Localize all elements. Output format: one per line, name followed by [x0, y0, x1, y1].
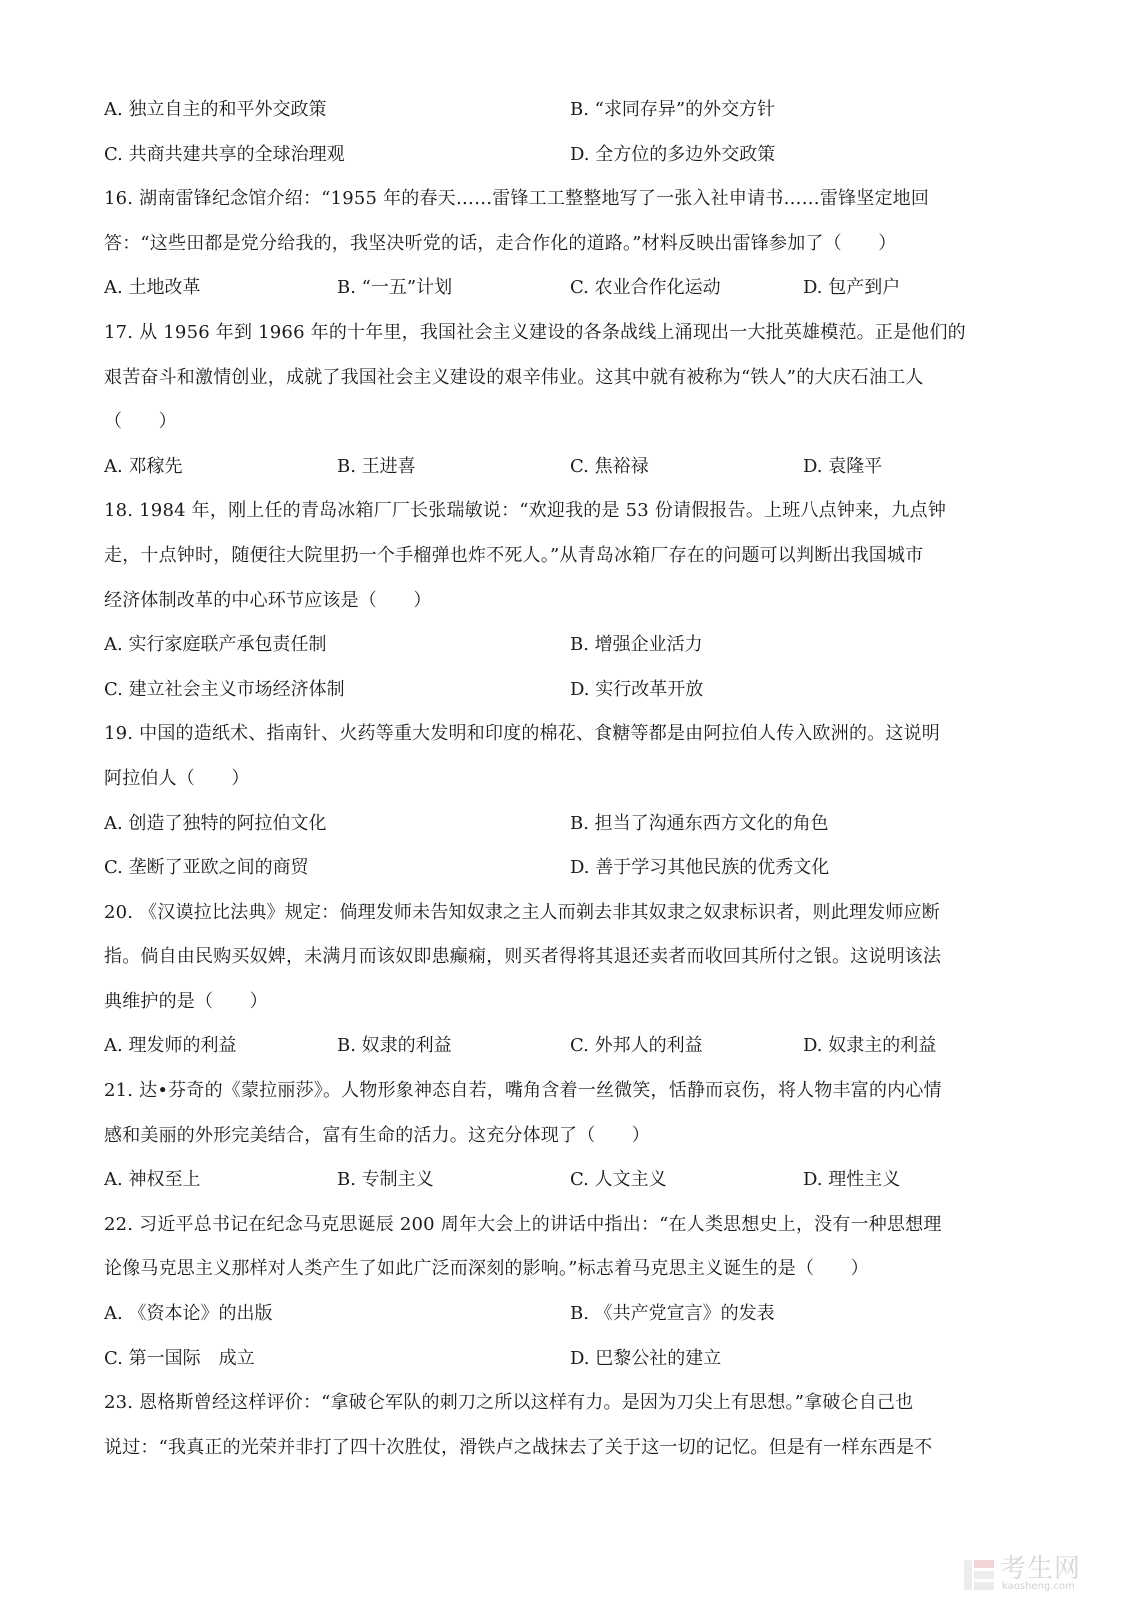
- q16-stem-line-1: 16. 湖南雷锋纪念馆介绍：“1955 年的春天……雷锋工工整整地写了一张入社申请书……雷锋坚定地回: [104, 188, 930, 210]
- q16-option-b: B. “一五”计划: [337, 277, 453, 299]
- q20-stem-line-2: 指。倘自由民购买奴婢，未满月而该奴即患癫痫，则买者得将其退还卖者而收回其所付之银。这说明该法: [104, 946, 942, 968]
- q17-stem-line-3: （ ）: [104, 411, 177, 433]
- q22-option-a: A. 《资本论》的出版: [104, 1303, 273, 1325]
- q19-option-a: A. 创造了独特的阿拉伯文化: [104, 812, 327, 834]
- q22-option-d: D. 巴黎公社的建立: [570, 1347, 722, 1369]
- q20-option-b: B. 奴隶的利益: [337, 1035, 452, 1057]
- watermark-subtext: kaosheng.com: [1002, 1581, 1075, 1592]
- q19-options-row-2: [104, 846, 1034, 891]
- q17-options: [104, 445, 1034, 490]
- q18-option-b: B. 增强企业活力: [570, 634, 703, 656]
- watermark-text: 考生网: [1000, 1554, 1082, 1584]
- q20-option-c: C. 外邦人的利益: [570, 1035, 703, 1057]
- q21-stem-line-1: 21. 达•芬奇的《蒙拉丽莎》。人物形象神态自若，嘴角含着一丝微笑，恬静而哀伤，将人物丰富的内心情: [104, 1080, 942, 1102]
- q19-option-d: D. 善于学习其他民族的优秀文化: [570, 857, 830, 879]
- q22-options-row-2: [104, 1337, 1034, 1382]
- q18-stem-line-3: 经济体制改革的中心环节应该是（ ）: [104, 589, 432, 611]
- q16-options: [104, 266, 1034, 311]
- q20-stem-line-1: 20. 《汉谟拉比法典》规定：倘理发师未告知奴隶之主人而剃去非其奴隶之奴隶标识者，则此理发师应断: [104, 901, 940, 923]
- q22-option-c: C. 第一国际 成立: [104, 1347, 255, 1369]
- q18-option-d: D. 实行改革开放: [570, 678, 704, 700]
- q20-stem-line-3: 典维护的是（ ）: [104, 990, 268, 1012]
- q18-stem-line-1: 18. 1984 年，刚上任的青岛冰箱厂厂长张瑞敏说：“欢迎我的是 53 份请假报告。上班八点钟来，九点钟: [104, 500, 947, 522]
- q18-option-c: C. 建立社会主义市场经济体制: [104, 678, 345, 700]
- q17-option-a: A. 邓稼先: [104, 455, 183, 477]
- q15-option-a: A. 独立自主的和平外交政策: [104, 99, 327, 120]
- q15-option-d: D. 全方位的多边外交政策: [570, 143, 776, 165]
- q17-option-b: B. 王进喜: [337, 455, 416, 477]
- q19-options-row-1: [104, 802, 1034, 847]
- exam-page: [104, 88, 1034, 1470]
- q22-stem-line-2: 论像马克思主义那样对人类产生了如此广泛而深刻的影响。”标志着马克思主义诞生的是（ ）: [104, 1258, 869, 1280]
- q22-stem-line-1: 22. 习近平总书记在纪念马克思诞辰 200 周年大会上的讲话中指出：“在人类思想史上，没有一种思想理: [104, 1213, 942, 1235]
- q15-option-b: B. “求同存异”的外交方针: [570, 99, 776, 120]
- q18-options-row-2: [104, 668, 1034, 713]
- q15-options-row-2: [104, 133, 1034, 178]
- q19-option-b: B. 担当了沟通东西方文化的角色: [570, 812, 829, 834]
- q18-option-a: A. 实行家庭联产承包责任制: [104, 634, 327, 656]
- q23-stem-line-2: 说过：“我真正的光荣并非打了四十次胜仗，滑铁卢之战抹去了关于这一切的记忆。但是有一样东西是不: [104, 1436, 933, 1458]
- q20-options: [104, 1024, 1034, 1069]
- q19-stem-line-1: 19. 中国的造纸术、指南针、火药等重大发明和印度的棉花、食糖等都是由阿拉伯人传入欧洲的。这说明: [104, 723, 940, 745]
- q16-option-c: C. 农业合作化运动: [570, 277, 721, 299]
- q18-stem-line-2: 走，十点钟时，随便往大院里扔一个手榴弹也炸不死人。”从青岛冰箱厂存在的问题可以判断出我国城市: [104, 544, 924, 566]
- q19-option-c: C. 垄断了亚欧之间的商贸: [104, 857, 309, 879]
- q16-option-a: A. 土地改革: [104, 277, 201, 299]
- q17-stem-line-1: 17. 从 1956 年到 1966 年的十年里，我国社会主义建设的各条战线上涌现出一大批英雄模范。正是他们的: [104, 321, 966, 343]
- q20-option-d: D. 奴隶主的利益: [803, 1035, 937, 1057]
- q17-option-d: D. 袁隆平: [803, 455, 883, 477]
- q21-option-d: D. 理性主义: [803, 1169, 901, 1191]
- q16-stem-line-2: 答：“这些田都是党分给我的，我坚决听党的话，走合作化的道路。”材料反映出雷锋参加了（ ）: [104, 232, 897, 254]
- q18-options-row-1: [104, 623, 1034, 668]
- q21-option-c: C. 人文主义: [570, 1169, 667, 1191]
- q15-options-row-1: [104, 88, 1034, 133]
- q15-option-c: C. 共商共建共享的全球治理观: [104, 143, 345, 165]
- q21-option-b: B. 专制主义: [337, 1169, 434, 1191]
- q23-stem-line-1: 23. 恩格斯曾经这样评价：“拿破仑军队的刺刀之所以这样有力。是因为刀尖上有思想。”拿破仑自己也: [104, 1392, 914, 1414]
- q21-options: [104, 1158, 1034, 1203]
- q20-option-a: A. 理发师的利益: [104, 1035, 237, 1057]
- q22-options-row-1: [104, 1292, 1034, 1337]
- watermark-logo-icon: [962, 1556, 996, 1594]
- q17-stem-line-2: 艰苦奋斗和激情创业，成就了我国社会主义建设的艰辛伟业。这其中就有被称为“铁人”的大庆石油工人: [104, 366, 924, 388]
- q16-option-d: D. 包产到户: [803, 277, 901, 299]
- q19-stem-line-2: 阿拉伯人（ ）: [104, 767, 250, 789]
- q17-option-c: C. 焦裕禄: [570, 455, 649, 477]
- q21-stem-line-2: 感和美丽的外形完美结合，富有生命的活力。这充分体现了（ ）: [104, 1124, 650, 1146]
- q22-option-b: B. 《共产党宣言》的发表: [570, 1303, 775, 1325]
- q21-option-a: A. 神权至上: [104, 1169, 201, 1191]
- watermark: [958, 1554, 1118, 1596]
